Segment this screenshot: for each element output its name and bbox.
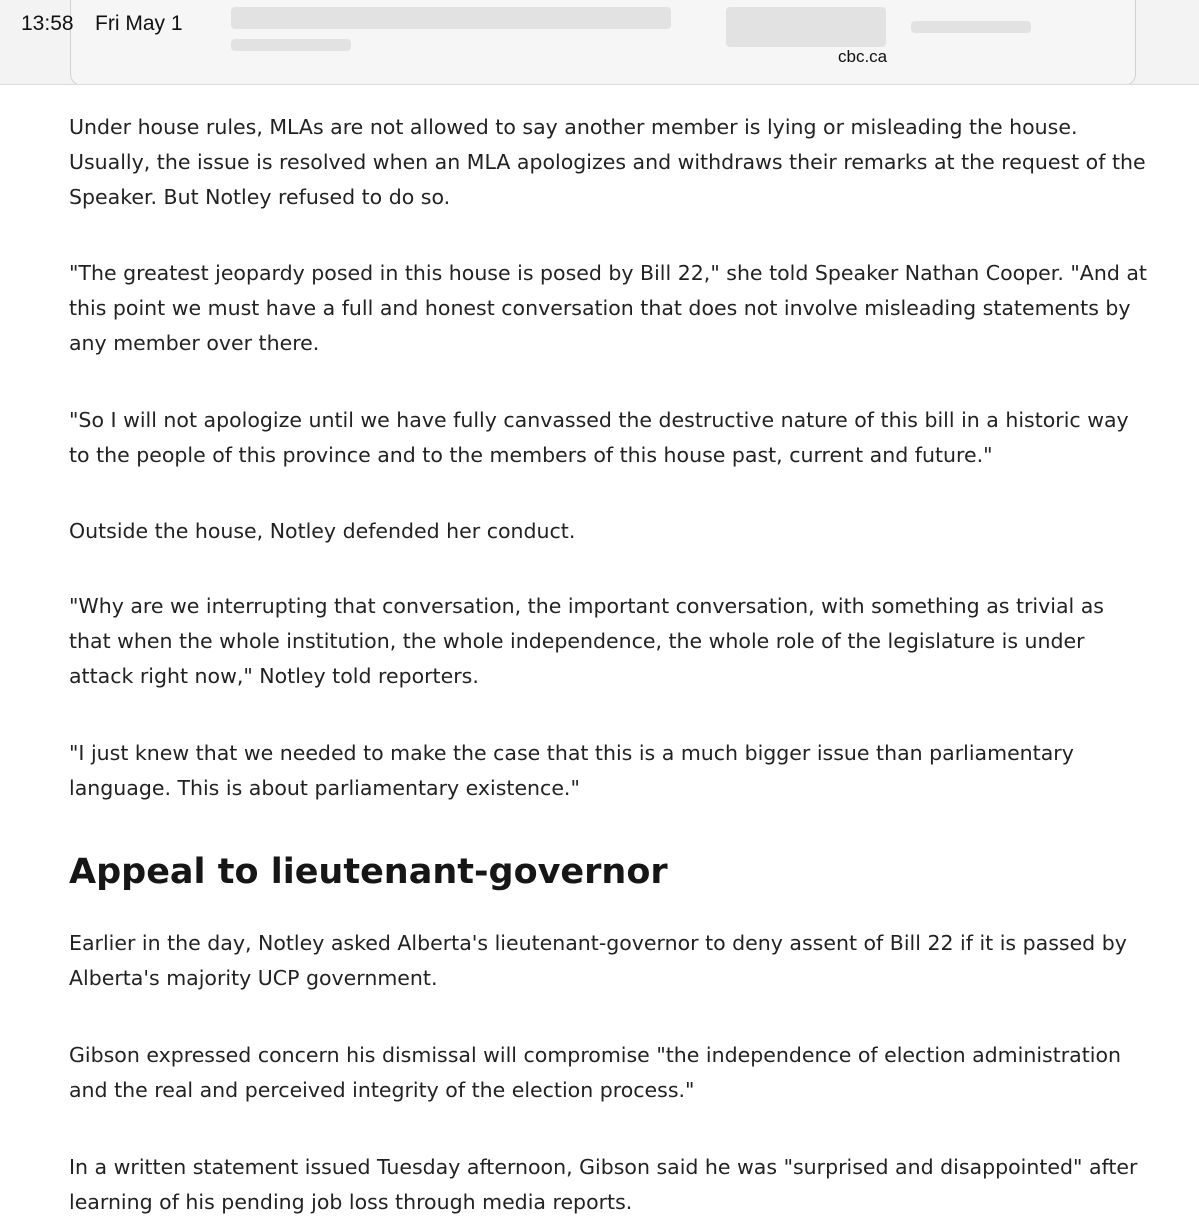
status-time: 13:58 (21, 12, 74, 35)
article-paragraph: Under house rules, MLAs are not allowed to say another member is lying or misleading the house. Usually, the issue is resolved when an MLA apologizes and withdraws their remarks at the request of the Speaker. But Notley refused to do so. (69, 115, 1146, 209)
faded-header-subtext (231, 39, 351, 51)
faded-page-header (70, 0, 1136, 85)
article-paragraph: "The greatest jeopardy posed in this house is posed by Bill 22," she told Speaker Nathan Cooper. "And at this point we must have a full and honest conversation that does not involve misleading statements by any member over there. (69, 261, 1147, 355)
article-paragraph: "I just knew that we needed to make the case that this is a much bigger issue than parliamentary language. This is about parliamentary existence." (69, 741, 1074, 800)
article-paragraph: "So I will not apologize until we have fully canvassed the destructive nature of this bill in a historic way to the people of this province and to the members of this house past, current and future." (69, 408, 1129, 467)
faded-header-link (911, 21, 1031, 33)
article-paragraph: Outside the house, Notley defended her conduct. (69, 519, 576, 543)
article-paragraph: Earlier in the day, Notley asked Alberta's lieutenant-governor to deny assent of Bill 22 if it is passed by Alberta's majority UCP government. (69, 931, 1127, 990)
browser-top-bar (0, 0, 1199, 85)
section-heading: Appeal to lieutenant-governor (69, 852, 668, 892)
article-paragraph: Gibson expressed concern his dismissal will compromise "the independence of election administration and the real and perceived integrity of the election process." (69, 1043, 1122, 1102)
faded-header-text (231, 7, 671, 29)
status-date: Fri May 1 (95, 12, 183, 35)
faded-header-image (726, 7, 886, 47)
article-paragraph: "Why are we interrupting that conversation, the important conversation, with something as trivial as that when the whole institution, the whole independence, the whole role of the legislature is under attack right now," Notley told reporters. (69, 594, 1104, 688)
url-label[interactable]: cbc.ca (838, 47, 888, 66)
article-paragraph: In a written statement issued Tuesday afternoon, Gibson said he was "surprised and disappointed" after learning of his pending job loss through media reports. (69, 1155, 1138, 1214)
